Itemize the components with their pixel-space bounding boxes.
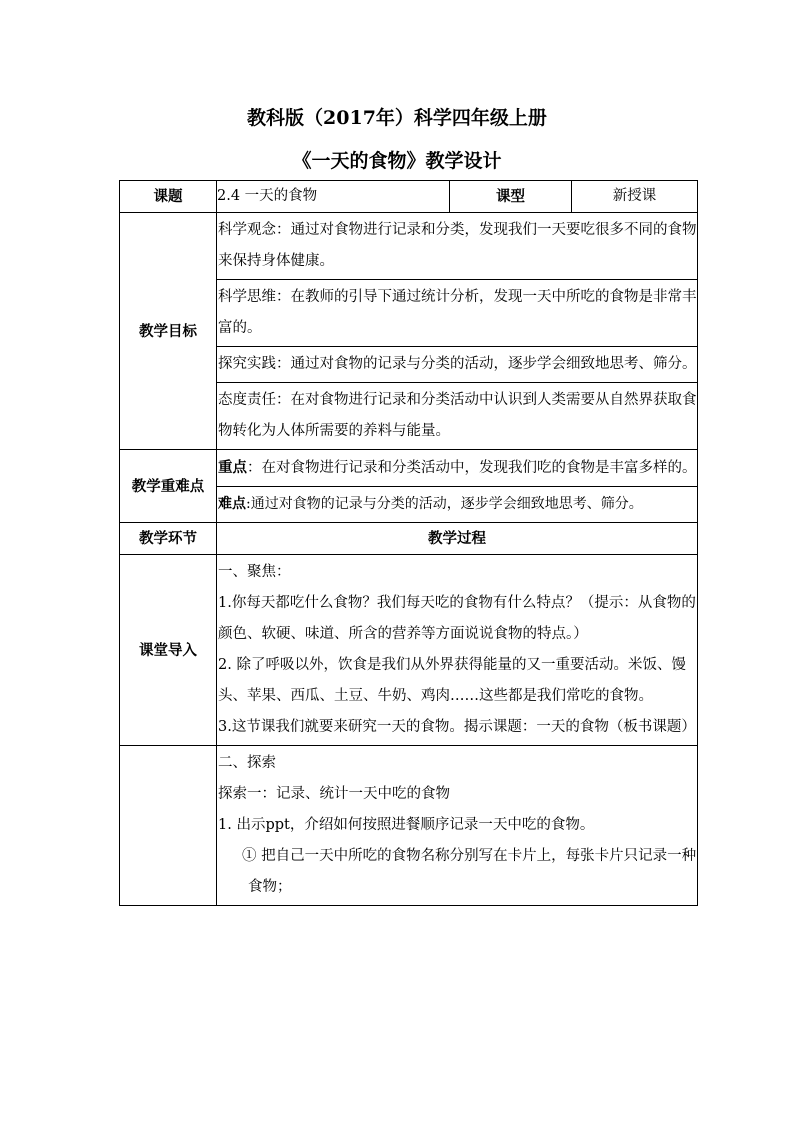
explore-line: 二、探索 xyxy=(218,755,276,771)
keypoint-row xyxy=(120,450,698,487)
process-header-row xyxy=(120,523,698,555)
goals-label: 教学目标 xyxy=(120,213,217,450)
intro-label: 课堂导入 xyxy=(120,555,217,746)
intro-row xyxy=(120,555,698,746)
stage-label: 教学环节 xyxy=(120,523,217,555)
goal-row xyxy=(120,213,698,280)
explore-label-cell xyxy=(120,746,217,906)
intro-line: 1.你每天都吃什么食物？我们每天吃的食物有什么特点？（提示：从食物的颜色、软硬、味道、所含的营养等方面说说食物的特点。） xyxy=(218,595,696,642)
intro-content xyxy=(217,555,698,746)
keypoints-label: 教学重难点 xyxy=(120,450,217,523)
difficult-point-text: :通过对食物的记录与分类的活动，逐步学会细致地思考、筛分。 xyxy=(246,496,643,512)
topic-label: 课题 xyxy=(120,181,217,213)
key-point xyxy=(217,450,698,487)
explore-row xyxy=(120,746,698,906)
document-subtitle: 《一天的食物》教学设计 xyxy=(292,150,502,172)
document-title: 教科版（2017年）科学四年级上册 xyxy=(247,107,547,129)
key-point-text: ：在对食物进行记录和分类活动中，发现我们吃的食物是丰富多样的。 xyxy=(247,460,697,476)
explore-line: 1. 出示ppt，介绍如何按照进餐顺序记录一天中吃的食物。 xyxy=(218,817,595,833)
goal-science-thinking: 科学思维：在教师的引导下通过统计分析，发现一天中所吃的食物是非常丰富的。 xyxy=(217,280,698,347)
intro-line: 3.这节课我们就要来研究一天的食物。揭示课题：一天的食物（板书课题） xyxy=(218,719,696,735)
type-value: 新授课 xyxy=(572,181,698,213)
lesson-plan-table xyxy=(119,180,698,906)
difficult-point-label: 难点 xyxy=(218,496,246,512)
explore-line: ① 把自己一天中所吃的食物名称分别写在卡片上，每张卡片只记录一种食物； xyxy=(242,848,697,895)
goal-science-concept: 科学观念：通过对食物进行记录和分类，发现我们一天要吃很多不同的食物来保持身体健康。 xyxy=(217,213,698,280)
intro-line: 一、聚焦： xyxy=(218,564,291,580)
process-label: 教学过程 xyxy=(217,523,698,555)
explore-content xyxy=(217,746,698,906)
difficult-point xyxy=(217,487,698,523)
topic-row xyxy=(120,181,698,213)
topic-value: 2.4 一天的食物 xyxy=(217,181,450,213)
type-label: 课型 xyxy=(450,181,572,213)
explore-line: 探索一：记录、统计一天中吃的食物 xyxy=(218,786,450,802)
goal-attitude-responsibility: 态度责任：在对食物进行记录和分类活动中认识到人类需要从自然界获取食物转化为人体所需要的养料与能量。 xyxy=(217,383,698,450)
goal-inquiry-practice: 探究实践：通过对食物的记录与分类的活动，逐步学会细致地思考、筛分。 xyxy=(217,347,698,383)
key-point-label: 重点 xyxy=(218,459,247,476)
intro-line: 2. 除了呼吸以外，饮食是我们从外界获得能量的又一重要活动。米饭、馒头、苹果、西瓜、土豆、牛奶、鸡肉……这些都是我们常吃的食物。 xyxy=(218,657,686,704)
